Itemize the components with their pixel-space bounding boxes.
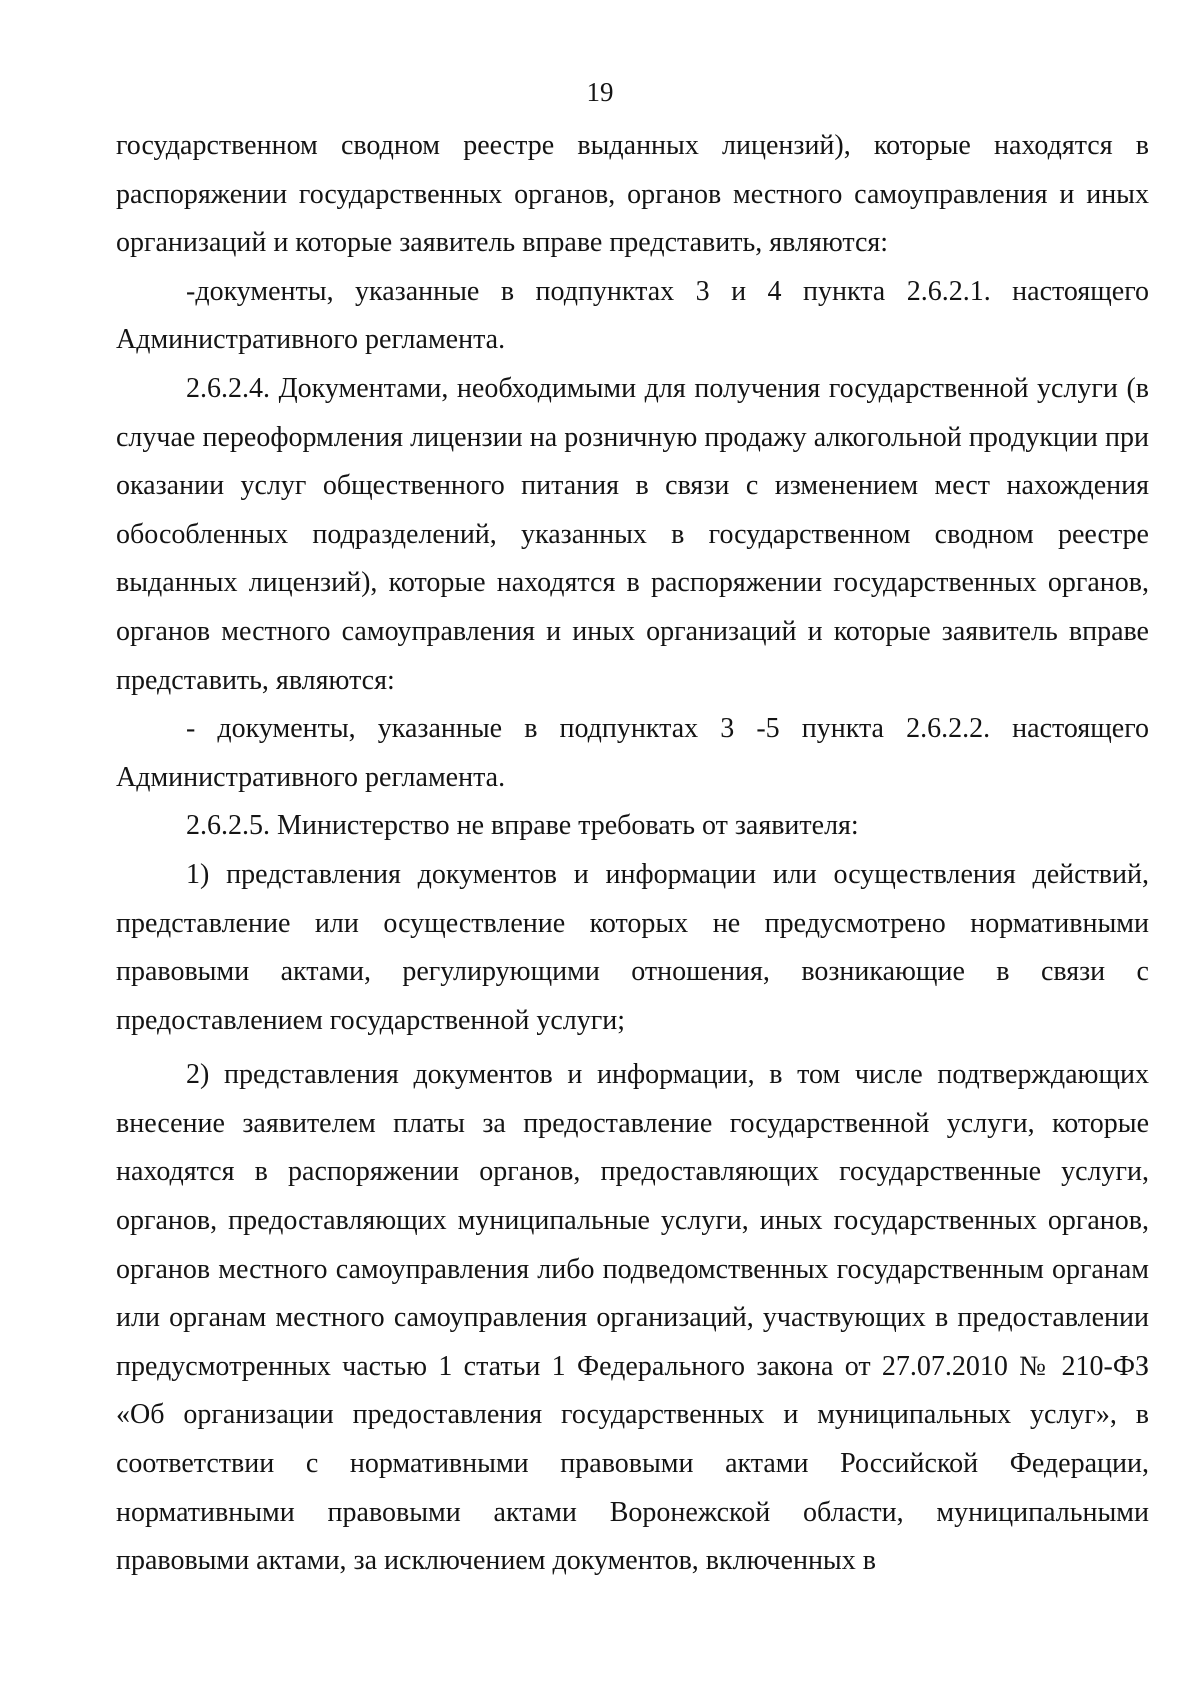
paragraph-list-item: - документы, указанные в подпунктах 3 -5 пункта 2.6.2.2. настоящего Административного регламента. xyxy=(116,713,1149,793)
paragraph-item-1: 1) представления документов и информации или осуществления действий, представление или осуществление которых не предусмотрено нормативными правовыми актами, регулирующими отношения, возникающие в связи с предоставлением государственной услуги; xyxy=(116,858,1149,1036)
page-number: 19 xyxy=(586,77,614,107)
paragraph-continuation: государственном сводном реестре выданных лицензий), которые находятся в распоряжении государственных органов, органов местного самоуправления и иных организаций и которые заявитель вправе представить, являются: xyxy=(116,130,1149,259)
body-text xyxy=(116,122,1149,1586)
paragraph-clause-2-6-2-4: 2.6.2.4. Документами, необходимыми для получения государственной услуги (в случае переоформления лицензии на розничную продажу алкогольной продукции при оказании услуг общественного питания в связи с изменением мест нахождения обособленных подразделений, указанных в государственном сводном реестре выданных лицензий), которые находятся в распоряжении государственных органов, органов местного самоуправления и иных организаций и которые заявитель вправе представить, являются: xyxy=(116,372,1149,696)
paragraph-list-item: -документы, указанные в подпунктах 3 и 4 пункта 2.6.2.1. настоящего Административного регламента. xyxy=(116,275,1149,356)
paragraph-item-2: 2) представления документов и информации, в том числе подтверждающих внесение заявителем платы за предоставление государственной услуги, которые находятся в распоряжении органов, предоставляющих государственные услуги, органов, предоставляющих муниципальные услуги, иных государственных органов, органов местного самоуправления либо подведомственных государственным органам или органам местного самоуправления организаций, участвующих в предоставлении предусмотренных частью 1 статьи 1 Федерального закона от 27.07.2010 № 210-ФЗ «Об организации предоставления государственных и муниципальных услуг», в соответствии с нормативными правовыми актами Российской Федерации, нормативными правовыми актами Воронежской области, муниципальными правовыми актами, за исключением документов, включенных в xyxy=(116,1059,1149,1577)
paragraph-clause-2-6-2-5: 2.6.2.5. Министерство не вправе требовать от заявителя: xyxy=(186,810,859,842)
